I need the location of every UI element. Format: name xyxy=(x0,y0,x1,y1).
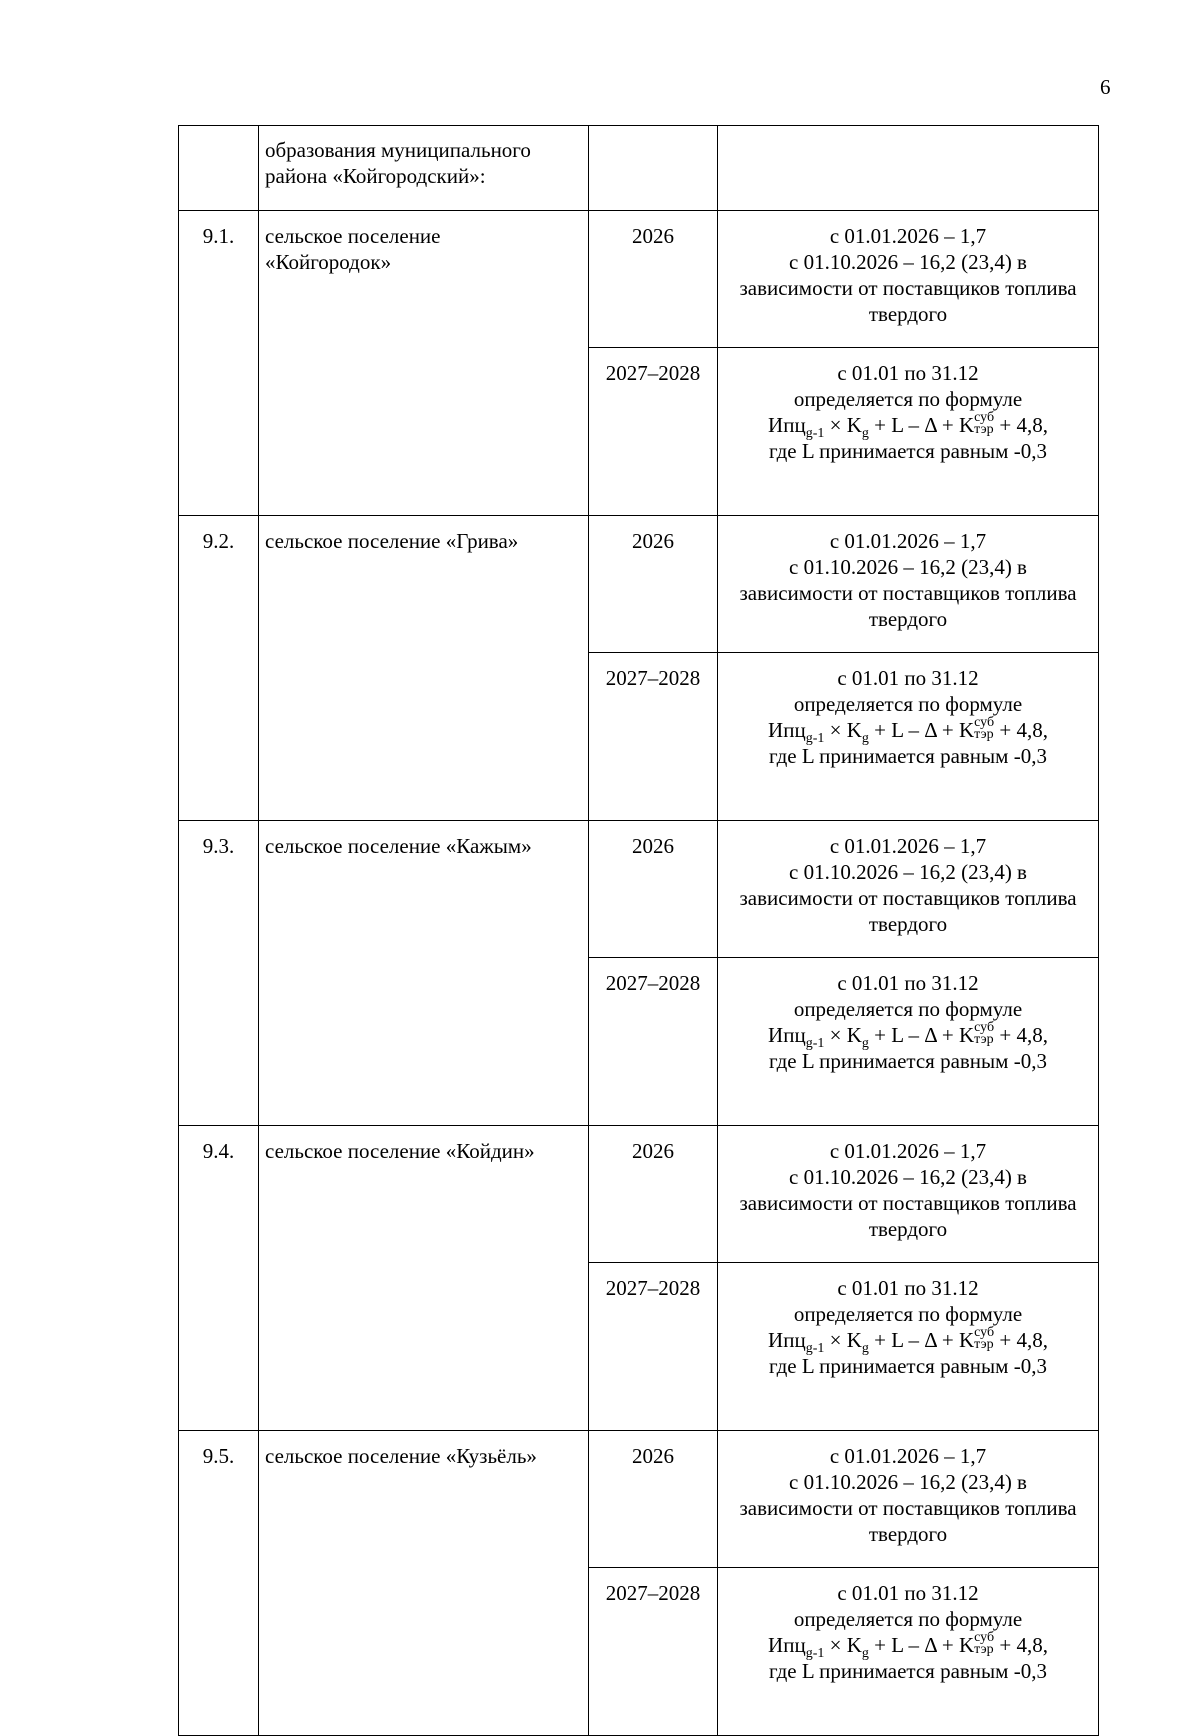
table-row xyxy=(179,126,1099,211)
formula xyxy=(718,1020,1098,1051)
municipality-heading xyxy=(259,126,589,211)
period-year: 2027–2028 xyxy=(589,1263,718,1431)
period-info-line: твердого xyxy=(868,302,948,326)
period-info-line: с 01.01 по 31.12 xyxy=(837,971,979,995)
settlement-name xyxy=(259,516,589,821)
period-info xyxy=(718,1126,1099,1263)
formula xyxy=(718,1630,1098,1661)
formula-k2-superscript: суб xyxy=(974,1325,995,1341)
period-info-line: зависимости от поставщиков топлива xyxy=(739,276,1077,300)
period-info-line: зависимости от поставщиков топлива xyxy=(739,1496,1077,1520)
formula-k2-superscript: суб xyxy=(974,715,995,731)
formula-k2-scripts xyxy=(974,1327,994,1351)
period-info-line: с 01.10.2026 – 16,2 (23,4) в xyxy=(789,250,1027,274)
settlement-name xyxy=(259,1126,589,1431)
period-info xyxy=(718,958,1099,1126)
table-row xyxy=(179,1431,1099,1568)
table-row xyxy=(179,516,1099,653)
formula-base: Ипц xyxy=(768,1023,806,1047)
period-info xyxy=(718,821,1099,958)
formula-mid: + L – Δ + K xyxy=(868,718,975,742)
period-info-line: твердого xyxy=(868,1522,948,1546)
formula-base-subscript: g-1 xyxy=(805,1036,825,1051)
table-row xyxy=(179,211,1099,348)
formula-tail: + 4,8, xyxy=(994,413,1048,437)
formula-mid: + L – Δ + K xyxy=(868,413,975,437)
settlement-name xyxy=(259,1431,589,1736)
formula-k2-subscript: тэр xyxy=(974,422,994,438)
formula-times: × K xyxy=(824,718,862,742)
formula-base-subscript: g-1 xyxy=(805,426,825,441)
settlement-name-line: сельское поселение «Кажым» xyxy=(265,834,532,858)
formula-times: × K xyxy=(824,413,862,437)
section-number: 9.4. xyxy=(179,1126,259,1431)
table-row xyxy=(179,1126,1099,1263)
table-cell-info xyxy=(718,126,1099,211)
period-info-line: с 01.01 по 31.12 xyxy=(837,1276,979,1300)
period-info-line: с 01.01.2026 – 1,7 xyxy=(829,529,987,553)
table-cell-year xyxy=(589,126,718,211)
period-year: 2026 xyxy=(589,211,718,348)
tariff-table xyxy=(178,125,1099,1736)
period-info-line: твердого xyxy=(868,1217,948,1241)
settlement-name xyxy=(259,211,589,516)
period-info xyxy=(718,516,1099,653)
period-info-line: определяется по формуле xyxy=(793,387,1023,411)
formula-base: Ипц xyxy=(768,1633,806,1657)
formula-mid: + L – Δ + K xyxy=(868,1328,975,1352)
heading-line: образования муниципального xyxy=(265,138,531,162)
formula-times: × K xyxy=(824,1328,862,1352)
section-number: 9.5. xyxy=(179,1431,259,1736)
period-year: 2027–2028 xyxy=(589,653,718,821)
formula xyxy=(718,410,1098,441)
period-info-line: с 01.01.2026 – 1,7 xyxy=(829,1444,987,1468)
period-info-line: твердого xyxy=(868,912,948,936)
period-info xyxy=(718,348,1099,516)
period-info xyxy=(718,211,1099,348)
page-number: 6 xyxy=(1100,75,1111,99)
formula-tail: + 4,8, xyxy=(994,1023,1048,1047)
period-info-line: с 01.10.2026 – 16,2 (23,4) в xyxy=(789,1165,1027,1189)
period-info-line: с 01.10.2026 – 16,2 (23,4) в xyxy=(789,1470,1027,1494)
formula-k2-subscript: тэр xyxy=(974,727,994,743)
period-year: 2026 xyxy=(589,1431,718,1568)
period-info-line: твердого xyxy=(868,607,948,631)
formula-tail: + 4,8, xyxy=(994,718,1048,742)
formula-k-subscript: g xyxy=(861,1646,869,1661)
formula-base-subscript: g-1 xyxy=(805,1341,825,1356)
period-info-line: определяется по формуле xyxy=(793,692,1023,716)
period-year: 2026 xyxy=(589,821,718,958)
section-number: 9.3. xyxy=(179,821,259,1126)
formula-k2-subscript: тэр xyxy=(974,1642,994,1658)
formula-k2-superscript: суб xyxy=(974,1630,995,1646)
period-info-line: где L принимается равным -0,3 xyxy=(769,1354,1047,1378)
section-number: 9.1. xyxy=(179,211,259,516)
period-info-line: с 01.01 по 31.12 xyxy=(837,666,979,690)
settlement-name-line: сельское поселение «Кузьёль» xyxy=(265,1444,537,1468)
formula-k2-scripts xyxy=(974,1632,994,1656)
formula-k2-superscript: суб xyxy=(974,1020,995,1036)
period-info xyxy=(718,1263,1099,1431)
formula-base-subscript: g-1 xyxy=(805,1646,825,1661)
formula-times: × K xyxy=(824,1023,862,1047)
period-info-line: с 01.01 по 31.12 xyxy=(837,361,979,385)
formula-k2-subscript: тэр xyxy=(974,1032,994,1048)
period-info-line: определяется по формуле xyxy=(793,1302,1023,1326)
period-info-line: определяется по формуле xyxy=(793,997,1023,1021)
formula-k-subscript: g xyxy=(861,1036,869,1051)
period-info-line: где L принимается равным -0,3 xyxy=(769,1049,1047,1073)
formula-k2-scripts xyxy=(974,1022,994,1046)
formula-mid: + L – Δ + K xyxy=(868,1633,975,1657)
period-year: 2027–2028 xyxy=(589,1568,718,1736)
period-info xyxy=(718,653,1099,821)
settlement-name xyxy=(259,821,589,1126)
period-info-line: с 01.01.2026 – 1,7 xyxy=(829,1139,987,1163)
period-info-line: с 01.10.2026 – 16,2 (23,4) в xyxy=(789,555,1027,579)
formula-times: × K xyxy=(824,1633,862,1657)
formula-mid: + L – Δ + K xyxy=(868,1023,975,1047)
formula-k2-superscript: суб xyxy=(974,410,995,426)
formula-tail: + 4,8, xyxy=(994,1633,1048,1657)
heading-line: района «Койгородский»: xyxy=(265,164,486,188)
formula-k-subscript: g xyxy=(861,731,869,746)
section-number: 9.2. xyxy=(179,516,259,821)
period-info-line: с 01.01 по 31.12 xyxy=(837,1581,979,1605)
period-info-line: зависимости от поставщиков топлива xyxy=(739,886,1077,910)
formula-base-subscript: g-1 xyxy=(805,731,825,746)
table-row xyxy=(179,821,1099,958)
formula-base: Ипц xyxy=(768,718,806,742)
formula-base: Ипц xyxy=(768,413,806,437)
formula-k2-scripts xyxy=(974,412,994,436)
settlement-name-line: сельское поселение xyxy=(265,224,441,248)
formula-k-subscript: g xyxy=(861,1341,869,1356)
period-info-line: определяется по формуле xyxy=(793,1607,1023,1631)
period-info-line: с 01.10.2026 – 16,2 (23,4) в xyxy=(789,860,1027,884)
period-info-line: зависимости от поставщиков топлива xyxy=(739,1191,1077,1215)
period-info xyxy=(718,1431,1099,1568)
formula-tail: + 4,8, xyxy=(994,1328,1048,1352)
formula xyxy=(718,715,1098,746)
period-info-line: с 01.01.2026 – 1,7 xyxy=(829,834,987,858)
period-year: 2027–2028 xyxy=(589,958,718,1126)
period-year: 2027–2028 xyxy=(589,348,718,516)
settlement-name-line: сельское поселение «Грива» xyxy=(265,529,519,553)
period-info-line: зависимости от поставщиков топлива xyxy=(739,581,1077,605)
period-info-line: где L принимается равным -0,3 xyxy=(769,1659,1047,1683)
settlement-name-line: сельское поселение «Койдин» xyxy=(265,1139,535,1163)
period-info-line: где L принимается равным -0,3 xyxy=(769,744,1047,768)
table-cell-num xyxy=(179,126,259,211)
formula-k2-scripts xyxy=(974,717,994,741)
settlement-name-line: «Койгородок» xyxy=(265,250,392,274)
period-info xyxy=(718,1568,1099,1736)
period-year: 2026 xyxy=(589,1126,718,1263)
formula xyxy=(718,1325,1098,1356)
formula-base: Ипц xyxy=(768,1328,806,1352)
period-info-line: с 01.01.2026 – 1,7 xyxy=(829,224,987,248)
formula-k2-subscript: тэр xyxy=(974,1337,994,1353)
period-year: 2026 xyxy=(589,516,718,653)
formula-k-subscript: g xyxy=(861,426,869,441)
period-info-line: где L принимается равным -0,3 xyxy=(769,439,1047,463)
